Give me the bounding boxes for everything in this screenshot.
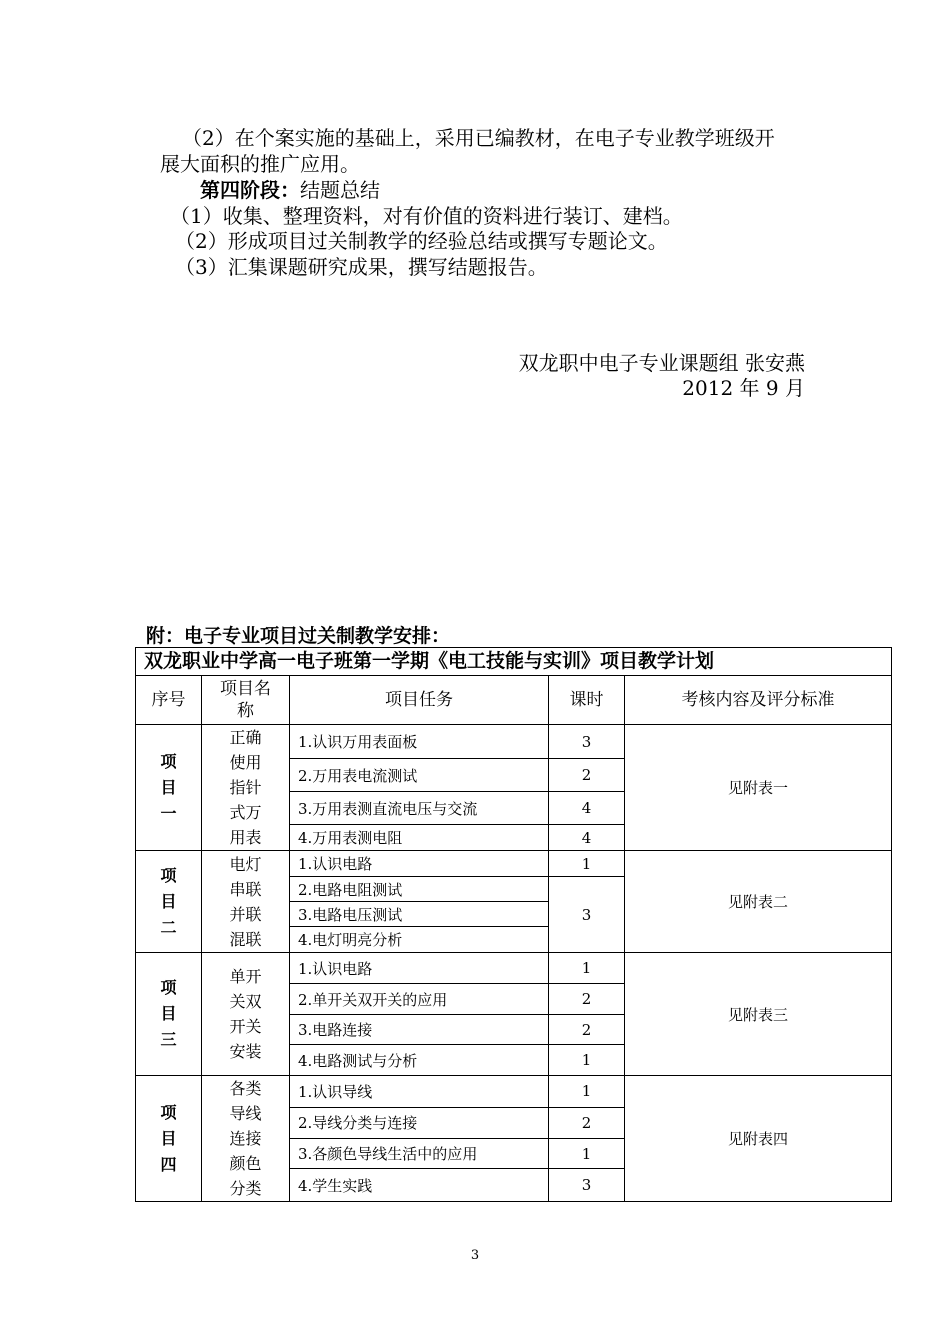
table-row — [136, 725, 892, 759]
project-number-text: 项目一 — [160, 751, 177, 823]
assess-cell: 见附表一 — [625, 725, 892, 851]
list-item-3: （3）汇集课题研究成果，撰写结题报告。 — [175, 255, 548, 279]
project-number-text: 项目三 — [160, 978, 177, 1049]
task-cell: 1.认识万用表面板 — [290, 725, 549, 759]
hours-cell: 2 — [549, 759, 625, 792]
header-seq: 序号 — [136, 676, 202, 725]
task-cell: 3.万用表测直流电压与交流 — [290, 792, 549, 825]
table-row — [136, 851, 892, 877]
task-cell: 3.电路电压测试 — [290, 902, 549, 927]
task-cell: 4.电灯明亮分析 — [290, 927, 549, 953]
task-cell: 2.单开关双开关的应用 — [290, 984, 549, 1015]
table-row — [136, 953, 892, 984]
assess-cell: 见附表三 — [625, 953, 892, 1076]
project-number-text: 项目二 — [160, 865, 177, 937]
task-cell: 3.各颜色导线生活中的应用 — [290, 1139, 549, 1169]
task-cell: 2.万用表电流测试 — [290, 759, 549, 792]
hours-cell: 4 — [549, 792, 625, 825]
task-cell: 4.学生实践 — [290, 1169, 549, 1202]
hours-cell: 3 — [549, 877, 625, 953]
hours-cell: 1 — [549, 1045, 625, 1076]
task-cell: 2.电路电阻测试 — [290, 877, 549, 902]
hours-cell: 3 — [549, 1169, 625, 1202]
paragraph-line: 展大面积的推广应用。 — [160, 152, 360, 176]
paragraph-line: （2）在个案实施的基础上，采用已编教材，在电子专业教学班级开 — [182, 126, 775, 150]
project-number — [136, 725, 202, 851]
header-name — [202, 676, 290, 725]
project-name — [202, 1076, 290, 1202]
task-cell: 3.电路连接 — [290, 1015, 549, 1045]
project-name — [202, 953, 290, 1076]
project-name-text: 单开关双开关安装 — [229, 967, 262, 1061]
project-name-text: 正确使用指针式万用表 — [229, 728, 262, 847]
list-item-1: （1）收集、整理资料，对有价值的资料进行装订、建档。 — [170, 204, 683, 228]
project-number — [136, 953, 202, 1076]
assess-cell: 见附表四 — [625, 1076, 892, 1202]
header-row — [136, 676, 892, 725]
table-title: 双龙职业中学高一电子班第一学期《电工技能与实训》项目教学计划 — [136, 648, 892, 676]
project-number-text: 项目四 — [160, 1102, 177, 1174]
header-task: 项目任务 — [290, 676, 549, 725]
project-number — [136, 851, 202, 953]
list-item-2: （2）形成项目过关制教学的经验总结或撰写专题论文。 — [175, 229, 668, 253]
header-name-text: 项目名称 — [220, 679, 271, 721]
project-name-text: 电灯串联并联混联 — [229, 854, 262, 949]
project-name — [202, 851, 290, 953]
hours-cell: 1 — [549, 953, 625, 984]
task-cell: 4.电路测试与分析 — [290, 1045, 549, 1076]
assess-cell: 见附表二 — [625, 851, 892, 953]
appendix-heading: 附：电子专业项目过关制教学安排： — [146, 625, 451, 647]
stage4-text: 结题总结 — [300, 178, 380, 202]
hours-cell: 2 — [549, 984, 625, 1015]
hours-cell: 2 — [549, 1015, 625, 1045]
task-cell: 2.导线分类与连接 — [290, 1107, 549, 1139]
hours-cell: 1 — [549, 851, 625, 877]
table-row — [136, 1076, 892, 1108]
header-assess: 考核内容及评分标准 — [625, 676, 892, 725]
task-cell: 4.万用表测电阻 — [290, 825, 549, 851]
date: 2012 年 9 月 — [682, 376, 805, 400]
hours-cell: 3 — [549, 725, 625, 759]
signature: 双龙职中电子专业课题组 张安燕 — [518, 351, 805, 375]
hours-cell: 1 — [549, 1139, 625, 1169]
stage4-label: 第四阶段： — [200, 178, 300, 202]
page-number: 3 — [470, 1248, 480, 1263]
hours-cell: 2 — [549, 1107, 625, 1139]
project-name-text: 各类导线连接颜色分类 — [229, 1079, 262, 1198]
project-name — [202, 725, 290, 851]
task-cell: 1.认识导线 — [290, 1076, 549, 1108]
task-cell: 1.认识电路 — [290, 851, 549, 877]
hours-cell: 1 — [549, 1076, 625, 1108]
stage4-heading — [200, 176, 380, 204]
project-plan-table — [135, 647, 892, 1202]
hours-cell: 4 — [549, 825, 625, 851]
header-hours: 课时 — [549, 676, 625, 725]
project-number — [136, 1076, 202, 1202]
task-cell: 1.认识电路 — [290, 953, 549, 984]
